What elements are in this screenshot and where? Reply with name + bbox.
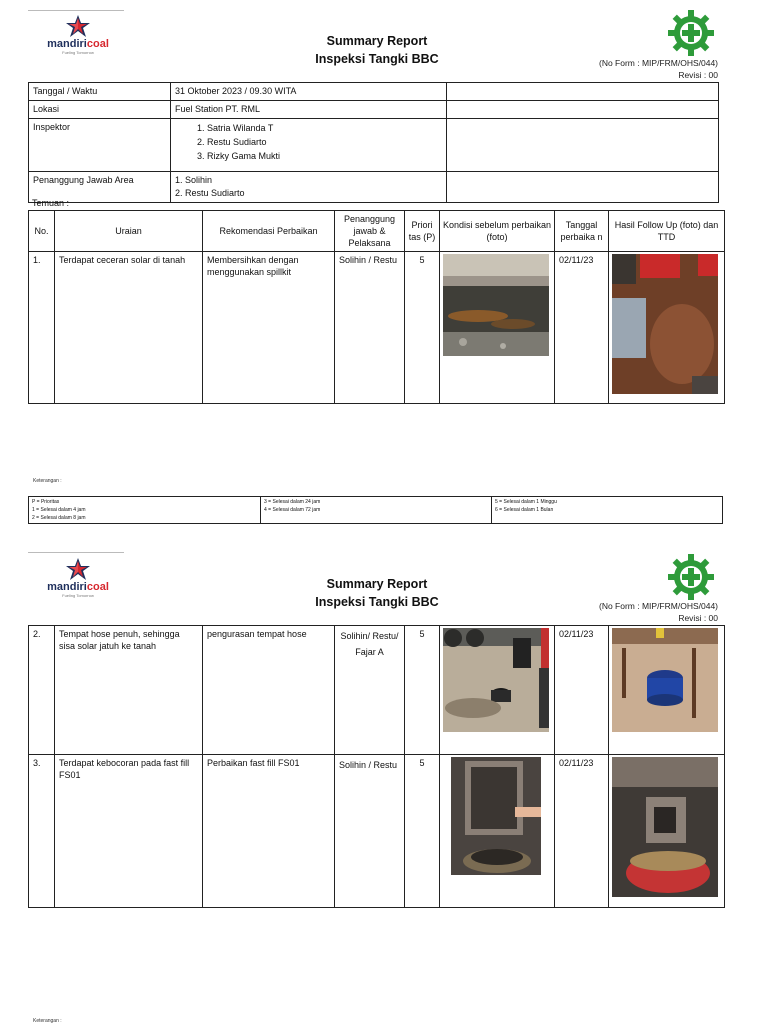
mandiri-coal-star-icon: [65, 14, 91, 38]
revision: Revisi : 00: [678, 70, 718, 80]
lokasi-label: Lokasi: [29, 101, 171, 119]
col-header-uraian: Uraian: [55, 211, 203, 252]
pj-area-2: 2. Restu Sudiarto: [175, 188, 245, 198]
green-gear-cross-icon: [667, 553, 715, 601]
temuan-label: Temuan :: [32, 198, 70, 208]
col-header-kondisi: Kondisi sebelum perbaikan (foto): [440, 211, 555, 252]
col-header-tanggal: Tanggal perbaika n: [555, 211, 609, 252]
finding-tanggal: 02/11/23: [555, 626, 609, 755]
after-photo: [612, 628, 718, 732]
form-number-block: [599, 600, 718, 624]
legend-line: 2 = Selesai dalam 8 jam: [32, 515, 86, 521]
header-rule: [28, 552, 124, 553]
keterangan-col-1: [29, 497, 261, 524]
finding-tanggal: 02/11/23: [555, 252, 609, 404]
tanggal-label: Tanggal / Waktu: [29, 83, 171, 101]
inspektor-list-cell: [171, 119, 447, 172]
revision: Revisi : 00: [678, 613, 718, 623]
inspektor-label: Inspektor: [29, 119, 171, 172]
legend-line: P = Prioritas: [32, 499, 60, 505]
lokasi-value: Fuel Station PT. RML: [171, 101, 447, 119]
report-title: [250, 575, 504, 611]
brand-tagline: Fueling Tomorrow: [62, 593, 94, 598]
finding-no: 1.: [29, 252, 55, 404]
form-number-block: [599, 57, 718, 81]
pj-area-1: 1. Solihin: [175, 175, 213, 185]
finding-uraian: Terdapat ceceran solar di tanah: [55, 252, 203, 404]
header-rule: [28, 10, 124, 11]
safety-logo: [667, 9, 715, 57]
keterangan-col-3: [492, 497, 723, 524]
inspektor-item: 3. Rizky Gama Mukti: [207, 149, 442, 163]
legend-line: 1 = Selesai dalam 4 jam: [32, 507, 86, 513]
before-photo: [443, 628, 549, 732]
before-photo: [451, 757, 541, 875]
keterangan-table: [28, 496, 723, 524]
legend-line: 6 = Selesai dalam 1 Bulan: [495, 507, 554, 513]
inspektor-item: 1. Satria Wilanda T: [207, 121, 442, 135]
title-line-1: Summary Report: [326, 34, 428, 48]
inspektor-item: 2. Restu Sudiarto: [207, 135, 442, 149]
col-header-hasil: Hasil Follow Up (foto) dan TTD: [609, 211, 725, 252]
col-header-no: No.: [29, 211, 55, 252]
keterangan-label: Keterangan :: [33, 1018, 62, 1024]
before-photo-cell: [440, 755, 555, 908]
inspektor-list: [175, 121, 442, 163]
after-photo-cell: [609, 626, 725, 755]
legend-line: 5 = Selesai dalam 1 Minggu: [495, 499, 557, 505]
brand-tagline: Fueling Tomorrow: [62, 50, 94, 55]
brand-name: mandiricoal: [47, 581, 109, 593]
legend-line: 4 = Selesai dalam 72 jam: [264, 507, 321, 513]
before-photo-cell: [440, 626, 555, 755]
finding-rekomendasi: Perbaikan fast fill FS01: [203, 755, 335, 908]
table-row: [29, 626, 725, 755]
title-line-2: Inspeksi Tangki BBC: [315, 52, 439, 66]
company-logo: [40, 14, 116, 62]
company-logo: [40, 557, 116, 605]
tanggal-value: 31 Oktober 2023 / 09.30 WITA: [171, 83, 447, 101]
after-photo-cell: [609, 252, 725, 404]
title-line-2: Inspeksi Tangki BBC: [315, 595, 439, 609]
finding-no: 3.: [29, 755, 55, 908]
findings-table: [28, 210, 725, 404]
keterangan-label: Keterangan :: [33, 478, 62, 484]
finding-pj: Solihin / Restu: [335, 252, 405, 404]
finding-rekomendasi: pengurasan tempat hose: [203, 626, 335, 755]
findings-table-continued: [28, 625, 725, 908]
after-photo-cell: [609, 755, 725, 908]
finding-prioritas: 5: [405, 755, 440, 908]
finding-pj: Solihin / Restu: [335, 755, 405, 908]
finding-prioritas: 5: [405, 626, 440, 755]
col-header-rekomendasi: Rekomendasi Perbaikan: [203, 211, 335, 252]
form-number: (No Form : MIP/FRM/OHS/044): [598, 601, 718, 611]
finding-pj: Solihin/ Restu/ Fajar A: [335, 626, 405, 755]
safety-logo: [667, 553, 715, 601]
brand-name: mandiricoal: [47, 38, 109, 50]
finding-rekomendasi: Membersihkan dengan menggunakan spillkit: [203, 252, 335, 404]
col-header-prioritas: Priori tas (P): [405, 211, 440, 252]
before-photo-cell: [440, 252, 555, 404]
finding-uraian: Terdapat kebocoran pada fast fill FS01: [55, 755, 203, 908]
green-gear-cross-icon: [667, 9, 715, 57]
finding-prioritas: 5: [405, 252, 440, 404]
report-page-2: [0, 545, 768, 1024]
after-photo: [612, 254, 718, 394]
finding-no: 2.: [29, 626, 55, 755]
pj-area-value: [171, 172, 447, 203]
before-photo: [443, 254, 549, 356]
col-header-pj: Penanggung jawab & Pelaksana: [335, 211, 405, 252]
after-photo: [612, 757, 718, 897]
table-row: [29, 252, 725, 404]
keterangan-col-2: [261, 497, 492, 524]
mandiri-coal-star-icon: [65, 557, 91, 581]
info-table: [28, 82, 719, 203]
finding-uraian: Tempat hose penuh, sehingga sisa solar jatuh ke tanah: [55, 626, 203, 755]
title-line-1: Summary Report: [326, 577, 428, 591]
finding-tanggal: 02/11/23: [555, 755, 609, 908]
legend-line: 3 = Selesai dalam 24 jam: [264, 499, 321, 505]
pj-area-label: Penanggung Jawab Area: [29, 172, 171, 203]
table-row: [29, 755, 725, 908]
form-number: (No Form : MIP/FRM/OHS/044): [598, 58, 718, 68]
report-title: [250, 32, 504, 68]
